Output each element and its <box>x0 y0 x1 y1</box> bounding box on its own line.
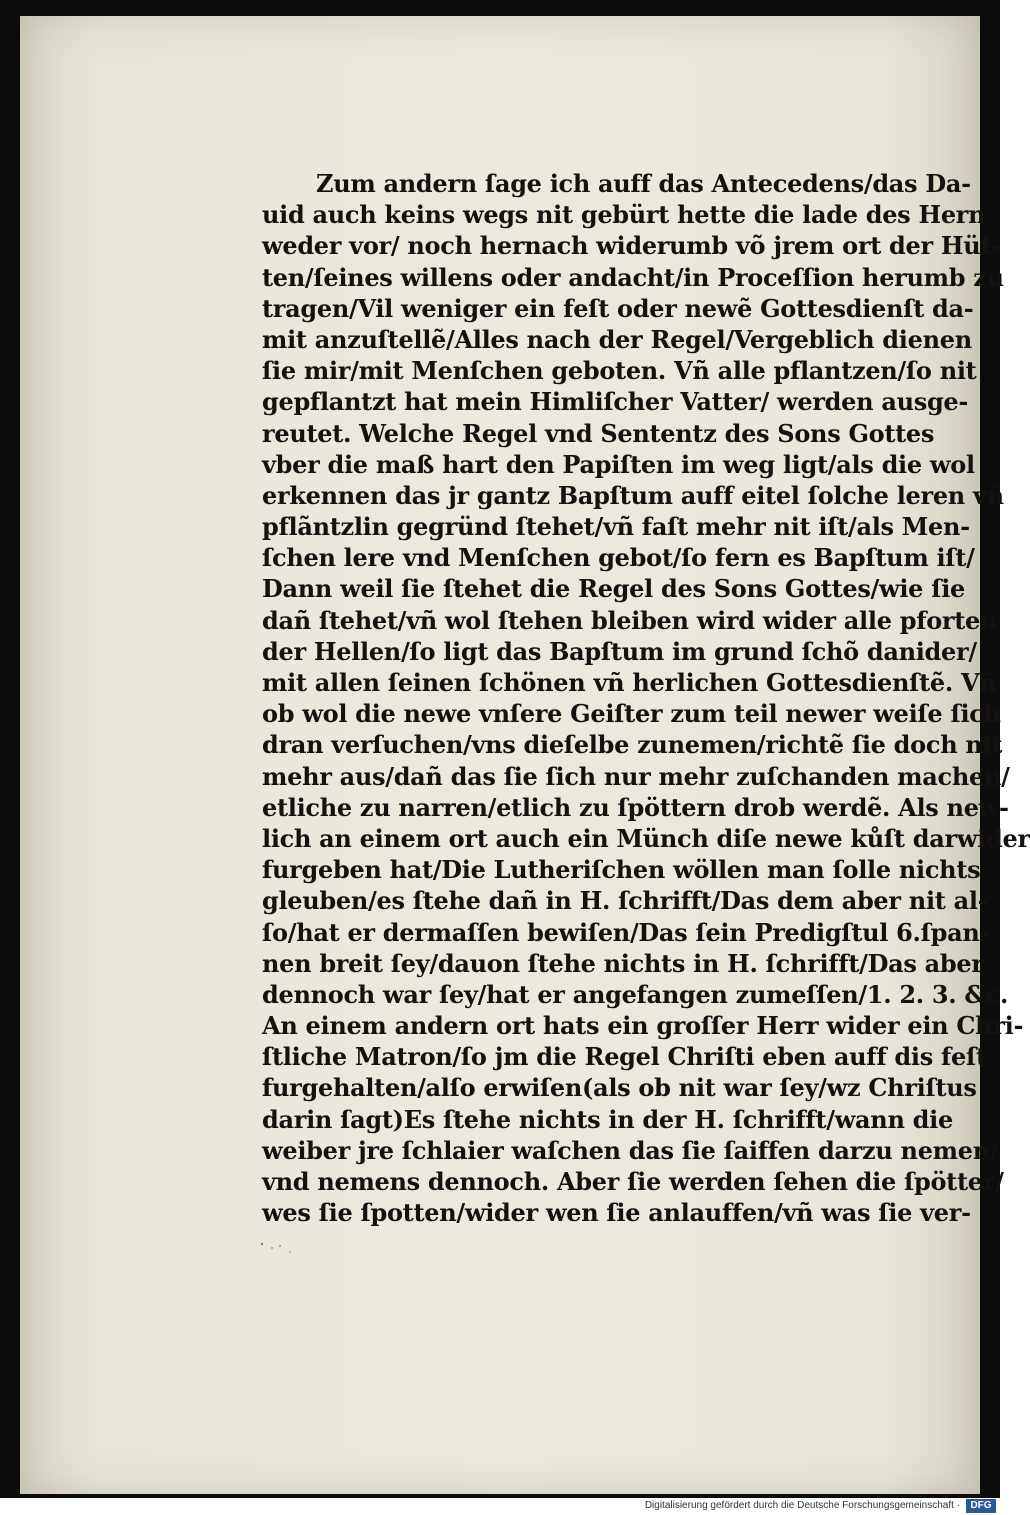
text-line: uid auch keins wegs nit gebürt hette die lade des Hern <box>262 200 986 230</box>
text-line: pflãntzlin gegründ ſtehet/vñ faſt mehr nit iſt/als Men- <box>262 512 970 542</box>
text-line: wes ſie ſpotten/wider wen ſie anlauffen/vñ was ſie ver- <box>262 1198 971 1228</box>
text-line: mit allen ſeinen ſchönen vñ herlichen Gottesdienſtẽ. Vñ <box>262 668 997 697</box>
text-line: weder vor/ noch hernach widerumb võ jrem ort der Hüt- <box>262 231 1001 261</box>
text-line: vber die maß hart den Papiſten im weg ligt/als die wol <box>262 449 975 479</box>
text-line: gepflantzt hat mein Himliſcher Vatter/ werden ausge- <box>262 387 969 417</box>
text-line: tragen/Vil weniger ein feſt oder newẽ Gottesdienſt da- <box>262 293 974 323</box>
text-line: Zum andern ſage ich auff das Antecedens/das Da- <box>316 169 971 198</box>
text-line: ſo/hat er dermaſſen bewiſen/Das ſein Predigſtul 6.ſpan- <box>262 917 990 947</box>
text-line: furgeben hat/Die Lutheriſchen wöllen man ſolle nichts <box>262 855 981 885</box>
text-line: erkennen das jr gantz Bapſtum auff eitel ſolche leren vñ <box>262 480 1004 510</box>
text-line: darin ſagt)Es ſtehe nichts in der H. ſchrifft/wann die <box>262 1104 953 1134</box>
text-line: Dann weil ſie ſtehet die Regel des Sons Gottes/wie ſie <box>262 574 966 604</box>
text-line: ten/ſeines willens oder andacht/in Proceſſion herumb zu <box>262 262 1004 292</box>
text-line: ob wol die newe vnſere Geiſter zum teil newer weiſe ſich <box>262 699 1001 729</box>
text-line: mehr aus/dañ das ſie ſich nur mehr zuſchanden machen/ <box>262 761 1010 791</box>
text-line: mit anzuſtellẽ/Alles nach der Regel/Vergeblich dienen <box>262 324 972 354</box>
text-line: nen breit ſey/dauon ſtehe nichts in H. ſchrifft/Das aber <box>262 948 984 978</box>
text-line: der Hellen/ſo ligt das Bapſtum im grund ſchõ danider/ <box>262 636 977 666</box>
text-line: dran verſuchen/vns dieſelbe zunemen/richtẽ ſie doch nit <box>262 730 1003 760</box>
text-line: gleuben/es ſtehe dañ in H. ſchrifft/Das dem aber nit al- <box>262 886 988 916</box>
text-line: weiber jre ſchlaier waſchen das ſie ſaiffen darzu nemen/ <box>262 1135 999 1165</box>
text-line: reutet. Welche Regel vnd Sententz des Sons Gottes <box>262 418 935 448</box>
funding-note: Digitalisierung gefördert durch die Deutsche Forschungsgemeinschaft · <box>644 1500 960 1511</box>
dfg-logo: DFG <box>966 1499 996 1513</box>
text-line: dennoch war ſey/hat er angefangen zumeſſen/1. 2. 3. &c. <box>262 979 1009 1009</box>
text-line: dañ ſtehet/vñ wol ſtehen bleiben wird wider alle pforten <box>262 605 998 635</box>
text-line: lich an einem ort auch ein Münch diſe newe kůſt darwider <box>262 823 1030 853</box>
footer-bar <box>0 1498 1000 1515</box>
body-text <box>262 168 1030 1228</box>
text-line: ſie mir/mit Menſchen geboten. Vñ alle pflantzen/ſo nit <box>262 356 977 386</box>
text-line: etliche zu narren/etlich zu ſpöttern drob werdẽ. Als new- <box>262 792 1009 822</box>
text-line: ſchen lere vnd Menſchen gebot/ſo fern es Bapſtum iſt/ <box>262 543 975 573</box>
text-line: vnd nemens dennoch. Aber ſie werden ſehen die ſpötter/ <box>262 1167 1004 1196</box>
text-line: ſtliche Matron/ſo jm die Regel Chriſti eben auff dis feſt <box>262 1042 987 1072</box>
ink-specks <box>258 1238 318 1258</box>
text-line: An einem andern ort hats ein groſſer Herr wider ein Chri- <box>262 1011 1024 1041</box>
text-line: furgehalten/alſo erwiſen(als ob nit war ſey/wz Chriſtus <box>262 1073 977 1103</box>
